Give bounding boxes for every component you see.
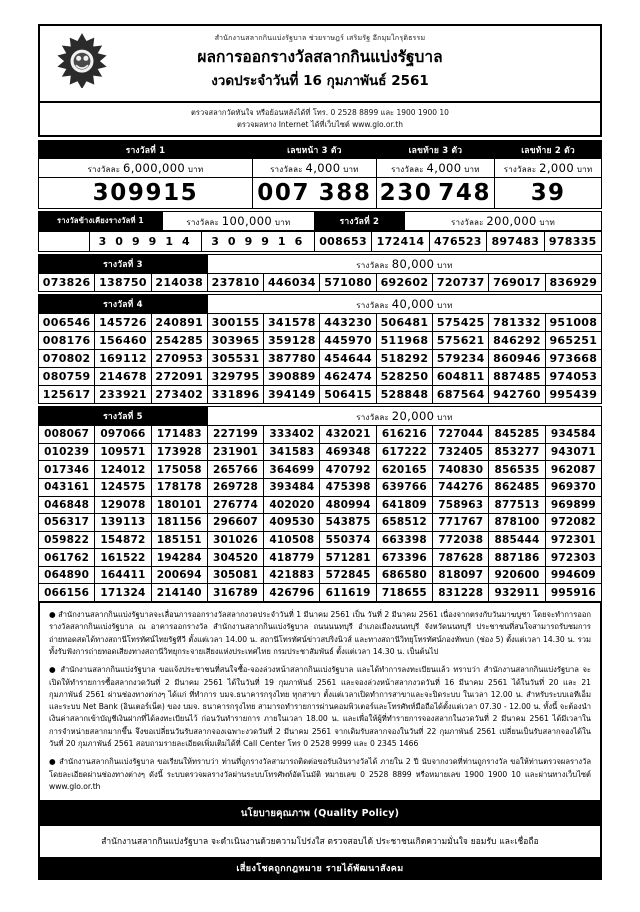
- fifth-prize-number: 097066: [95, 426, 151, 444]
- fifth-prize-number: 878100: [489, 514, 545, 532]
- fifth-prize-number: 231901: [207, 443, 263, 461]
- third-prize-number: 237810: [207, 274, 263, 292]
- third-prize-numbers-row: [39, 274, 602, 292]
- back3-number-1: 230: [376, 178, 435, 209]
- back2-amount-prefix: รางวัลละ: [503, 164, 537, 174]
- fifth-prize-number: 181156: [151, 514, 207, 532]
- spacer-cell: [39, 232, 90, 252]
- fifth-prize-number: 550374: [320, 531, 376, 549]
- fifth-prize-number: 402020: [264, 496, 320, 514]
- fifth-prize-number: 043161: [39, 478, 95, 496]
- fifth-prize-number: 818097: [433, 566, 489, 584]
- fifth-prize-number: 962087: [545, 461, 601, 479]
- fifth-prize-number: 718655: [376, 584, 432, 602]
- top-prizes-number-row: [39, 178, 602, 209]
- fourth-prize-number: 781332: [489, 314, 545, 332]
- table-row: [39, 478, 602, 496]
- fourth-prize-number: 272091: [151, 368, 207, 386]
- fourth-prize-number: 303965: [207, 332, 263, 350]
- glo-emblem-icon: [54, 32, 110, 88]
- back3-amount-prefix: รางวัลละ: [391, 164, 424, 174]
- back3-amount-suffix: บาท: [464, 164, 480, 174]
- fifth-prize-number: 124012: [95, 461, 151, 479]
- fourth-prize-number: 846292: [489, 332, 545, 350]
- back2-amount-value: 2,000: [539, 160, 575, 175]
- fifth-prize-number: 571281: [320, 549, 376, 567]
- third-prize-header: รางวัลที่ 3: [39, 255, 208, 274]
- fifth-amount-prefix: รางวัลละ: [356, 412, 389, 422]
- fourth-prize-body: [39, 314, 602, 404]
- fifth-prize-number: 620165: [376, 461, 432, 479]
- fifth-prize-number: 426796: [264, 584, 320, 602]
- contact-phone-line: ตรวจสลากวัดทันใจ หรือย้อนหลังได้ที่ โทร. 0 2528 8899 และ 1900 1900 10: [191, 107, 449, 117]
- fifth-prize-number: 421883: [264, 566, 320, 584]
- footnote-claim-period: ● สำนักงานสลากกินแบ่งรัฐบาล ขอเรียนให้ทราบว่า ท่านที่ถูกรางวัลสามารถติดต่อขอรับเงินรางวัลได้ ภายใน 2 ปี นับจากงวดที่ท่านถูกรางวัล ขอให้ท่านตรวจผลรางวัลโดยละเอียดผ่านช่องทางต่างๆ ดังนี้ ระบบตรวจผลรางวัลผ่านระบบโทรศัพท์อัตโนมัติ หมายเลข 0 2528 8899 หรือหมายเลข 1900 1900 10 และผ่านทางเว็บไซต์ www.glo.or.th: [49, 757, 591, 791]
- front3-amount: [252, 159, 376, 178]
- first-prize-amount-suffix: บาท: [187, 164, 204, 174]
- fifth-prize-number: 740830: [433, 461, 489, 479]
- fifth-prize-number: 008067: [39, 426, 95, 444]
- fifth-prize-header-row: [39, 407, 602, 426]
- fourth-prize-number: 169112: [95, 350, 151, 368]
- footnote-draw-postponement: ● สำนักงานสลากกินแบ่งรัฐบาลจะเลื่อนการออกรางวัลสลากงวดประจำวันที่ 1 มีนาคม 2561 เป็น วันที่ 2 มีนาคม 2561 เนื่องจากตรงกับวันมาฆบูชา โดยจะทำการออกรางวัลสลากกินแบ่งรัฐบาล ณ อาคารออกรางวัล สำนักงานสลากกินแบ่งรัฐบาล ถนนนนทบุรี อำเภอเมืองนนทบุรี จังหวัดนนทบุรี ประชาชนที่สนใจสามารถรับชมการถ่ายทอดสดได้ทางสถานีโทรทัศน์ไทยรัฐทีวี ตั้งแต่เวลา 14.00 น. สถานีโทรทัศน์ข่าวสปริงนิวส์ และทางสถานีวิทยุโทรทัศน์กองทัพบก (ช่อง 5) ตั้งแต่เวลา 14.30 น. รวมทั้งรับฟังการถ่ายทอดเสียงทางสถานีวิทยุกระจายเสียงแห่งประเทศไทย กรมประชาสัมพันธ์ ตั้งแต่เวลา 14.30 น. เป็นต้นไป: [49, 610, 591, 656]
- back2-amount: [495, 159, 602, 178]
- fourth-prize-number: 329795: [207, 368, 263, 386]
- fifth-amount-value: 20,000: [391, 408, 435, 423]
- fifth-prize-number: 064890: [39, 566, 95, 584]
- fifth-prize-number: 269728: [207, 478, 263, 496]
- table-row: [39, 496, 602, 514]
- fifth-prize-body: [39, 426, 602, 602]
- fourth-prize-number: 575621: [433, 332, 489, 350]
- table-row: [39, 314, 602, 332]
- third-prize-number: 836929: [545, 274, 601, 292]
- table-row: [39, 531, 602, 549]
- fourth-prize-number: 528250: [376, 368, 432, 386]
- first-prize-number: 309915: [39, 178, 253, 209]
- third-amount-value: 80,000: [391, 256, 435, 271]
- fourth-prize-number: 860946: [489, 350, 545, 368]
- fifth-prize-number: 994609: [545, 566, 601, 584]
- adjacent-amount-suffix: บาท: [274, 217, 291, 227]
- fifth-prize-number: 061762: [39, 549, 95, 567]
- top-prizes-header-row: [39, 141, 602, 159]
- fourth-prize-header-row: [39, 295, 602, 314]
- third-prize-number: 720737: [433, 274, 489, 292]
- second-prize-number: 476523: [429, 232, 486, 252]
- front3-number-1: 007: [252, 178, 314, 209]
- contact-info: [38, 103, 602, 137]
- fifth-prize-number: 470792: [320, 461, 376, 479]
- back3-amount-value: 4,000: [426, 160, 462, 175]
- fourth-prize-number: 518292: [376, 350, 432, 368]
- fifth-prize-number: 572845: [320, 566, 376, 584]
- fifth-prize-number: 333402: [264, 426, 320, 444]
- front3-number-2: 388: [314, 178, 376, 209]
- fifth-prize-number: 180101: [151, 496, 207, 514]
- table-row: [39, 443, 602, 461]
- fifth-prize-number: 480994: [320, 496, 376, 514]
- fourth-prize-number: 575425: [433, 314, 489, 332]
- table-row: [39, 584, 602, 602]
- fourth-prize-number: 254285: [151, 332, 207, 350]
- fourth-prize-number: 506481: [376, 314, 432, 332]
- fourth-prize-table: [38, 294, 602, 404]
- front3-amount-suffix: บาท: [343, 164, 359, 174]
- fourth-prize-number: 887485: [489, 368, 545, 386]
- contact-web-line: ตรวจผลทาง Internet ได้ที่เว็บไซต์ www.glo.or.th: [237, 119, 403, 129]
- fourth-prize-number: 390889: [264, 368, 320, 386]
- fourth-prize-number: 974053: [545, 368, 601, 386]
- fifth-prize-number: 972303: [545, 549, 601, 567]
- fifth-prize-number: 853277: [489, 443, 545, 461]
- fourth-prize-number: 454644: [320, 350, 376, 368]
- fifth-prize-number: 617222: [376, 443, 432, 461]
- fifth-prize-number: 066156: [39, 584, 95, 602]
- fifth-prize-number: 969370: [545, 478, 601, 496]
- fifth-prize-number: 862485: [489, 478, 545, 496]
- table-row: [39, 549, 602, 567]
- fifth-prize-table: [38, 406, 602, 602]
- fourth-prize-number: 125617: [39, 386, 95, 404]
- fourth-prize-number: 008176: [39, 332, 95, 350]
- fifth-prize-number: 265766: [207, 461, 263, 479]
- fifth-prize-number: 611619: [320, 584, 376, 602]
- front3-amount-value: 4,000: [305, 160, 341, 175]
- adjacent-number-2: 3 0 9 9 1 6: [202, 232, 315, 252]
- adjacent-prize-amount: [162, 212, 314, 231]
- fifth-prize-number: 010239: [39, 443, 95, 461]
- fourth-prize-number: 511968: [376, 332, 432, 350]
- fifth-prize-number: 161522: [95, 549, 151, 567]
- fourth-prize-number: 528848: [376, 386, 432, 404]
- fifth-prize-number: 276774: [207, 496, 263, 514]
- fifth-prize-number: 787628: [433, 549, 489, 567]
- third-prize-number: 446034: [264, 274, 320, 292]
- fifth-prize-number: 185151: [151, 531, 207, 549]
- fifth-prize-number: 171324: [95, 584, 151, 602]
- second-prize-number: 172414: [372, 232, 429, 252]
- table-row: [39, 386, 602, 404]
- fifth-prize-number: 129078: [95, 496, 151, 514]
- second-amount-suffix: บาท: [539, 217, 555, 227]
- fifth-prize-number: 641809: [376, 496, 432, 514]
- fifth-prize-number: 341583: [264, 443, 320, 461]
- fifth-prize-number: 175058: [151, 461, 207, 479]
- fourth-prize-number: 156460: [95, 332, 151, 350]
- fifth-prize-number: 887186: [489, 549, 545, 567]
- third-prize-amount: [207, 255, 601, 274]
- fourth-prize-number: 462474: [320, 368, 376, 386]
- table-row: [39, 461, 602, 479]
- fourth-prize-number: 006546: [39, 314, 95, 332]
- fourth-prize-number: 687564: [433, 386, 489, 404]
- table-row: [39, 426, 602, 444]
- third-prize-number: 571080: [320, 274, 376, 292]
- fourth-prize-number: 233921: [95, 386, 151, 404]
- fifth-prize-number: 932911: [489, 584, 545, 602]
- fourth-prize-number: 273402: [151, 386, 207, 404]
- fifth-prize-number: 845285: [489, 426, 545, 444]
- fourth-prize-number: 604811: [433, 368, 489, 386]
- footnote-advance-booking: ● สำนักงานสลากกินแบ่งรัฐบาล ขอแจ้งประชาชนที่สนใจซื้อ-จองล่วงหน้าสลากกินแบ่งรัฐบาล และได้ทำการลงทะเบียนแล้ว ทราบว่า สำนักงานสลากกินแบ่งรัฐบาล จะเปิดให้ทำรายการซื้อสลากงวดวันที่ 2 มีนาคม 2561 ได้ในวันที่ 19 กุมภาพันธ์ 2561 และจองล่วงหน้าสลากงวดวันที่ 16 มีนาคม 2561 ได้ในวันที่ 20 และ 21 กุมภาพันธ์ 2561 ผ่านช่องทางต่างๆ ได้แก่ ที่ทำการ บมจ.ธนาคารกรุงไทย ทุกสาขา ตั้งแต่เวลาเปิดทำการสาขาและจะปิดระบบ ในเวลา 12.00 น. สำหรับระบบเอทีเอ็มและระบบ Net Bank (อินเตอร์เน็ต) ของ บมจ. ธนาคารกรุงไทย สามารถทำรายการผ่านคอมพิวเตอร์และโทรศัพท์มือถือได้ตั้งแต่เวลา 07.30 - 12.00 น. ทั้งนี้ จะต้องนำเงินค่าสลากเข้าบัญชีเงินฝากที่ได้ลงทะเบียนไว้ ก่อนวันทำรายการ ภายในเวลา 18.00 น. และเพื่อให้ผู้ที่ทำรายการจองสลากในงวดวันที่ 2 มีนาคม 2561 ได้มีเวลาในการจำหน่ายสลากมากขึ้น จึงขอเปลี่ยนวันรับสลากจองเฉพาะงวดวันที่ 2 มีนาคม 2561 จากเดิมรับสลากจองในวันที่ 22 กุมภาพันธ์ 2561 เปลี่ยนเป็นรับสลากจองได้ในวันที่ 20 กุมภาพันธ์ 2561 สอบถามรายละเอียดเพิ่มเติมได้ที่ Call Center โทร 0 2528 9999 และ 0 2345 1466: [49, 665, 591, 749]
- fourth-prize-number: 305531: [207, 350, 263, 368]
- fourth-prize-number: 080759: [39, 368, 95, 386]
- adjacent-second-table: [38, 211, 602, 231]
- fifth-prize-number: 364699: [264, 461, 320, 479]
- fourth-prize-number: 995439: [545, 386, 601, 404]
- fifth-prize-number: 758963: [433, 496, 489, 514]
- front3-header: เลขหน้า 3 ตัว: [252, 141, 376, 159]
- fourth-prize-number: 341578: [264, 314, 320, 332]
- quality-policy-text: สำนักงานสลากกินแบ่งรัฐบาล จะดำเนินงานด้วยความโปร่งใส ตรวจสอบได้ ประชาชนเกิดความมั่นใจ ยอมรับ และเชื่อถือ: [38, 826, 602, 857]
- adjacent-second-numbers-row: [39, 232, 602, 252]
- fifth-prize-number: 744276: [433, 478, 489, 496]
- adjacent-amount-value: 100,000: [221, 213, 273, 228]
- fifth-prize-number: 410508: [264, 531, 320, 549]
- fifth-prize-number: 658512: [376, 514, 432, 532]
- fifth-prize-number: 772038: [433, 531, 489, 549]
- fourth-prize-number: 394149: [264, 386, 320, 404]
- fifth-prize-number: 831228: [433, 584, 489, 602]
- fifth-prize-number: 475398: [320, 478, 376, 496]
- fifth-prize-number: 056317: [39, 514, 95, 532]
- back2-amount-suffix: บาท: [576, 164, 593, 174]
- fifth-prize-number: 305081: [207, 566, 263, 584]
- fifth-prize-number: 214140: [151, 584, 207, 602]
- fifth-prize-number: 856535: [489, 461, 545, 479]
- fifth-prize-number: 969899: [545, 496, 601, 514]
- fourth-prize-number: 300155: [207, 314, 263, 332]
- fourth-prize-number: 973668: [545, 350, 601, 368]
- third-amount-prefix: รางวัลละ: [356, 260, 389, 270]
- fifth-prize-number: 109571: [95, 443, 151, 461]
- first-prize-amount-value: 6,000,000: [123, 160, 186, 175]
- fourth-prize-number: 359128: [264, 332, 320, 350]
- fifth-prize-number: 164411: [95, 566, 151, 584]
- fifth-prize-number: 316789: [207, 584, 263, 602]
- fifth-prize-number: 017346: [39, 461, 95, 479]
- fourth-prize-amount: [207, 295, 601, 314]
- third-prize-number: 769017: [489, 274, 545, 292]
- fourth-amount-suffix: บาท: [437, 300, 453, 310]
- fifth-prize-number: 663398: [376, 531, 432, 549]
- fifth-prize-number: 173928: [151, 443, 207, 461]
- fifth-prize-number: 771767: [433, 514, 489, 532]
- second-prize-number: 897483: [487, 232, 544, 252]
- fourth-prize-number: 331896: [207, 386, 263, 404]
- adjacent-second-header-row: [39, 212, 602, 231]
- fifth-amount-suffix: บาท: [437, 412, 453, 422]
- fifth-prize-number: 171483: [151, 426, 207, 444]
- fifth-prize-number: 616216: [376, 426, 432, 444]
- quality-policy-title: นโยบายคุณภาพ (Quality Policy): [38, 802, 602, 826]
- fourth-prize-number: 443230: [320, 314, 376, 332]
- fifth-prize-number: 920600: [489, 566, 545, 584]
- fifth-prize-number: 200694: [151, 566, 207, 584]
- fifth-prize-number: 059822: [39, 531, 95, 549]
- fifth-prize-number: 139113: [95, 514, 151, 532]
- fourth-prize-number: 145726: [95, 314, 151, 332]
- fifth-prize-number: 727044: [433, 426, 489, 444]
- front3-amount-prefix: รางวัลละ: [270, 164, 303, 174]
- fifth-prize-number: 639766: [376, 478, 432, 496]
- back3-header: เลขท้าย 3 ตัว: [376, 141, 494, 159]
- fifth-prize-number: 934584: [545, 426, 601, 444]
- second-prize-number: 978335: [544, 232, 601, 252]
- third-prize-number: 138750: [95, 274, 151, 292]
- back2-header: เลขท้าย 2 ตัว: [495, 141, 602, 159]
- fifth-prize-number: 296607: [207, 514, 263, 532]
- back3-amount: [376, 159, 494, 178]
- fifth-prize-number: 178178: [151, 478, 207, 496]
- fourth-prize-number: 506415: [320, 386, 376, 404]
- top-prizes-table: [38, 140, 602, 209]
- fifth-prize-number: 409530: [264, 514, 320, 532]
- fifth-prize-number: 995916: [545, 584, 601, 602]
- fourth-amount-value: 40,000: [391, 296, 435, 311]
- fourth-prize-number: 240891: [151, 314, 207, 332]
- fifth-prize-number: 972082: [545, 514, 601, 532]
- back3-number-2: 748: [435, 178, 494, 209]
- fourth-prize-number: 270953: [151, 350, 207, 368]
- fifth-prize-number: 393484: [264, 478, 320, 496]
- fourth-prize-number: 579234: [433, 350, 489, 368]
- fifth-prize-number: 124575: [95, 478, 151, 496]
- fourth-prize-header: รางวัลที่ 4: [39, 295, 208, 314]
- table-row: [39, 566, 602, 584]
- fifth-prize-number: 469348: [320, 443, 376, 461]
- second-prize-header: รางวัลที่ 2: [314, 212, 404, 231]
- fifth-prize-number: 972301: [545, 531, 601, 549]
- fifth-prize-number: 943071: [545, 443, 601, 461]
- fourth-prize-number: 214678: [95, 368, 151, 386]
- fifth-prize-number: 304520: [207, 549, 263, 567]
- first-prize-amount: [39, 159, 253, 178]
- fourth-prize-number: 070802: [39, 350, 95, 368]
- third-amount-suffix: บาท: [437, 260, 453, 270]
- org-tagline: สำนักงานสลากกินแบ่งรัฐบาล ช่วยราษฎร์ เสริมรัฐ อีกมุมไกรุติธรรม: [214, 34, 426, 42]
- footer-slogan: เสี่ยงโชคถูกกฎหมาย รายได้พัฒนาสังคม: [38, 857, 602, 880]
- fourth-prize-number: 445970: [320, 332, 376, 350]
- third-prize-table: [38, 254, 602, 292]
- fifth-prize-number: 046848: [39, 496, 95, 514]
- table-row: [39, 514, 602, 532]
- first-prize-amount-prefix: รางวัลละ: [87, 164, 121, 174]
- adjacent-number-1: 3 0 9 9 1 4: [89, 232, 202, 252]
- fourth-amount-prefix: รางวัลละ: [356, 300, 389, 310]
- table-row: [39, 332, 602, 350]
- second-amount-prefix: รางวัลละ: [450, 217, 484, 227]
- footnotes-section: [38, 602, 602, 802]
- fifth-prize-number: 732405: [433, 443, 489, 461]
- second-prize-number: 008653: [314, 232, 371, 252]
- third-prize-number: 073826: [39, 274, 95, 292]
- fourth-prize-number: 387780: [264, 350, 320, 368]
- fifth-prize-number: 194284: [151, 549, 207, 567]
- fifth-prize-number: 543875: [320, 514, 376, 532]
- second-prize-amount: [404, 212, 601, 231]
- fifth-prize-amount: [207, 407, 601, 426]
- fourth-prize-number: 942760: [489, 386, 545, 404]
- third-prize-header-row: [39, 255, 602, 274]
- fifth-prize-number: 154872: [95, 531, 151, 549]
- third-prize-number: 692602: [376, 274, 432, 292]
- second-amount-value: 200,000: [486, 213, 537, 228]
- fifth-prize-header: รางวัลที่ 5: [39, 407, 208, 426]
- fifth-prize-number: 432021: [320, 426, 376, 444]
- adjacent-amount-prefix: รางวัลละ: [186, 217, 220, 227]
- fifth-prize-number: 301026: [207, 531, 263, 549]
- adjacent-prize-header: รางวัลข้างเคียงรางวัลที่ 1: [39, 212, 163, 231]
- table-row: [39, 368, 602, 386]
- back2-number: 39: [495, 178, 602, 209]
- top-prizes-amount-row: [39, 159, 602, 178]
- fifth-prize-number: 885444: [489, 531, 545, 549]
- fifth-prize-number: 877513: [489, 496, 545, 514]
- fourth-prize-number: 965251: [545, 332, 601, 350]
- draw-date: งวดประจำวันที่ 16 กุมภาพันธ์ 2561: [211, 72, 429, 89]
- fourth-prize-number: 951008: [545, 314, 601, 332]
- adjacent-second-numbers-table: [38, 231, 602, 252]
- fifth-prize-number: 227199: [207, 426, 263, 444]
- fifth-prize-number: 686580: [376, 566, 432, 584]
- table-row: [39, 350, 602, 368]
- document-header: [38, 24, 602, 103]
- page-title: ผลการออกรางวัลสลากกินแบ่งรัฐบาล: [197, 48, 443, 67]
- fifth-prize-number: 673396: [376, 549, 432, 567]
- third-prize-number: 214038: [151, 274, 207, 292]
- fifth-prize-number: 418779: [264, 549, 320, 567]
- first-prize-header: รางวัลที่ 1: [39, 141, 253, 159]
